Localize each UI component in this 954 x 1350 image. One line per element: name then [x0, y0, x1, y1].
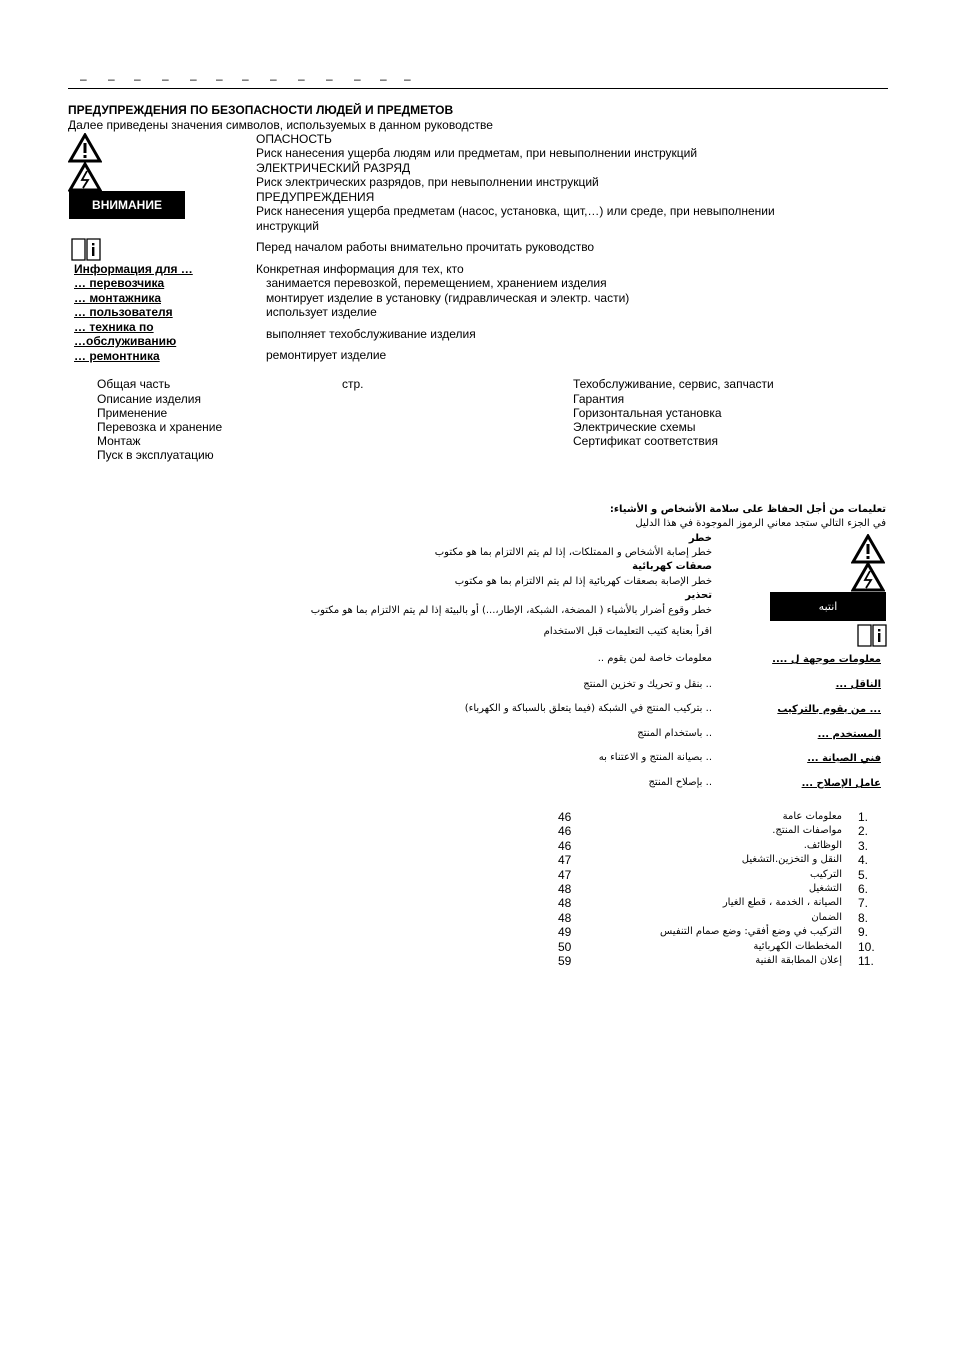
ar-toc-number: 3. — [858, 839, 869, 853]
ar-read-manual: اقرأ بعناية كتيب التعليمات قبل الاستخدام — [543, 626, 712, 637]
ru-toc-item: Пуск в эксплуатацию — [97, 448, 214, 462]
ru-toc-page-label: стр. — [342, 377, 364, 391]
header-dash: – — [242, 72, 249, 86]
ar-toc-number: 5. — [858, 868, 869, 882]
ru-info-label: … ремонтника — [74, 349, 160, 363]
ru-toc-item: Монтаж — [97, 434, 141, 448]
ru-info-text: Конкретная информация для тех, кто — [256, 262, 464, 276]
ru-attention-box: ВНИМАНИЕ — [69, 191, 185, 219]
ru-info-text: монтирует изделие в установку (гидравлическая и электр. части) — [266, 291, 630, 305]
ar-info-label: الناقل ... — [835, 679, 881, 690]
ar-attention-box: انتبه — [770, 592, 886, 621]
ru-info-label: … техника по — [74, 320, 154, 334]
manual-book-icon — [856, 622, 888, 648]
ar-toc-page: 59 — [558, 954, 572, 968]
ar-warn-title: تحذير — [685, 590, 712, 601]
ru-toc-item: Общая часть — [97, 377, 171, 391]
ar-info-label: معلومات موجهة ل .... — [772, 654, 881, 665]
ru-intro: Далее приведены значения символов, используемых в данном руководстве — [68, 118, 493, 132]
ar-toc-number: 6. — [858, 882, 869, 896]
ar-info-label: ... من يقوم بالتركيب — [777, 704, 881, 715]
manual-book-icon — [70, 236, 102, 262]
ru-toc-item: Применение — [97, 406, 168, 420]
ar-toc-number: 8. — [858, 911, 869, 925]
ar-toc-page: 46 — [558, 824, 572, 838]
ru-toc-item: Электрические схемы — [573, 420, 696, 434]
ru-shock-title: ЭЛЕКТРИЧЕСКИЙ РАЗРЯД — [256, 161, 411, 175]
header-dash: – — [162, 72, 169, 86]
ar-info-label: عامل الإصلاح ... — [801, 778, 881, 789]
ar-toc-number: 1. — [858, 810, 869, 824]
ru-info-text: ремонтирует изделие — [266, 348, 387, 362]
header-dash: – — [134, 72, 141, 86]
ar-shock-text: خطر الإصابة بصعقات كهربائية إذا لم يتم الالتزام بما هو مكتوب — [454, 576, 712, 587]
header-dash: – — [270, 72, 277, 86]
ru-info-text: использует изделие — [266, 305, 377, 319]
ru-warn-text-2: инструкций — [256, 219, 319, 233]
ar-toc-page: 48 — [558, 896, 572, 910]
ar-info-text: .. بنقل و تحريك و تخزين المنتج — [583, 679, 712, 690]
ar-toc-page: 46 — [558, 810, 572, 824]
header-dash: – — [380, 72, 387, 86]
ru-info-label: … монтажника — [74, 291, 161, 305]
ru-toc-item: Сертификат соответствия — [573, 434, 718, 448]
ru-info-text: занимается перевозкой, перемещением, хранением изделия — [266, 276, 607, 290]
ru-danger-title: ОПАСНОСТЬ — [256, 132, 332, 146]
ar-info-text: .. باستخدام المنتج — [637, 728, 712, 739]
ar-info-label: فني الصيانة ... — [807, 753, 881, 764]
ar-danger-title: خطر — [688, 533, 712, 544]
ar-toc-number: 11. — [858, 954, 874, 968]
ar-toc-title: التركيب في وضع أفقي: وضع صمام التنفيس — [660, 926, 842, 937]
header-dash: – — [80, 72, 87, 86]
ar-toc-page: 46 — [558, 839, 572, 853]
ar-info-text: .. بتركيب المنتج في الشبكة (فيما يتعلق بالسباكة و الكهرباء) — [464, 703, 712, 714]
ar-toc-title: الصيانة ، الخدمة ، قطع الغيار — [722, 897, 842, 908]
ar-toc-title: المخططات الكهربائية — [753, 941, 842, 952]
ar-toc-title: معلومات عامة — [782, 811, 842, 822]
ru-info-text: выполняет техобслуживание изделия — [266, 327, 476, 341]
ar-toc-title: التشغيل — [808, 883, 842, 894]
ru-info-label: Информация для … — [74, 262, 193, 276]
header-dash: – — [404, 72, 411, 86]
ar-toc-number: 2. — [858, 824, 869, 838]
ar-toc-title: التركيب — [810, 869, 842, 880]
ru-warn-title: ПРЕДУПРЕЖДЕНИЯ — [256, 190, 375, 204]
ar-title: تعليمات من أجل الحفاظ على سلامة الأشخاص و الأشياء: — [609, 504, 886, 515]
electric-shock-icon — [68, 162, 102, 192]
ar-danger-text: خطر إصابة الأشخاص و الممتلكات، إذا لم يتم الالتزام بما هو مكتوب — [434, 547, 712, 558]
header-dash: – — [108, 72, 115, 86]
ru-danger-text: Риск нанесения ущерба людям или предметам, при невыполнении инструкций — [256, 146, 698, 160]
danger-icon — [851, 534, 885, 564]
ar-toc-number: 10. — [858, 940, 875, 954]
ar-info-label: المستخدم ... — [817, 729, 881, 740]
ar-toc-title: إعلان المطابقة الفنية — [755, 955, 842, 966]
ar-toc-title: النقل و التخزين.التشغيل — [741, 854, 842, 865]
ar-toc-title: مواصفات المنتج. — [772, 825, 842, 836]
ar-toc-title: الضمان — [811, 912, 842, 923]
header-dash: – — [216, 72, 223, 86]
ar-toc-page: 47 — [558, 853, 572, 867]
electric-shock-icon — [851, 562, 885, 592]
header-dash: – — [298, 72, 305, 86]
ar-info-text: معلومات خاصة لمن يقوم .. — [597, 653, 712, 664]
ru-toc-item: Гарантия — [573, 392, 625, 406]
ar-intro: في الجزء التالي ستجد معاني الرموز الموجودة في هذا الدليل — [635, 518, 886, 529]
ru-info-label: … перевозчика — [74, 276, 165, 290]
ar-toc-number: 9. — [858, 925, 869, 939]
ar-toc-page: 50 — [558, 940, 572, 954]
ar-toc-page: 49 — [558, 925, 572, 939]
header-dash: – — [354, 72, 361, 86]
ar-toc-page: 47 — [558, 868, 572, 882]
ru-toc-item: Перевозка и хранение — [97, 420, 223, 434]
ru-info-label: …обслуживанию — [74, 334, 177, 348]
header-dash: – — [326, 72, 333, 86]
ru-read-manual: Перед началом работы внимательно прочитать руководство — [256, 240, 595, 254]
ar-toc-page: 48 — [558, 911, 572, 925]
ar-toc-number: 7. — [858, 896, 869, 910]
header-rule — [68, 88, 888, 89]
ru-toc-item: Описание изделия — [97, 392, 201, 406]
ru-toc-item: Техобслуживание, сервис, запчасти — [573, 377, 774, 391]
danger-icon — [68, 133, 102, 163]
ar-info-text: .. بصيانة المنتج و الاعتناء به — [598, 752, 712, 763]
ru-title: ПРЕДУПРЕЖДЕНИЯ ПО БЕЗОПАСНОСТИ ЛЮДЕЙ И ПРЕДМЕТОВ — [68, 103, 454, 117]
ar-toc-title: الوظائف. — [803, 840, 842, 851]
ru-warn-text-1: Риск нанесения ущерба предметам (насос, установка, щит,…) или среде, при невыполнении — [256, 204, 775, 218]
ar-info-text: .. بإصلاح المنتج — [648, 777, 712, 788]
ar-toc-page: 48 — [558, 882, 572, 896]
ar-toc-number: 4. — [858, 853, 869, 867]
ar-shock-title: صعقات كهربائية — [632, 561, 712, 572]
ru-toc-item: Горизонтальная установка — [573, 406, 722, 420]
ar-warn-text: خطر وقوع أضرار بالأشياء ( المضخة، الشبكة، الإطار،...) أو بالبيئة إذا لم يتم الالتزام بما هو مكتوب — [310, 605, 712, 616]
ru-info-label: … пользователя — [74, 305, 173, 319]
header-dash: – — [190, 72, 197, 86]
ru-shock-text: Риск электрических разрядов, при невыполнении инструкций — [256, 175, 599, 189]
